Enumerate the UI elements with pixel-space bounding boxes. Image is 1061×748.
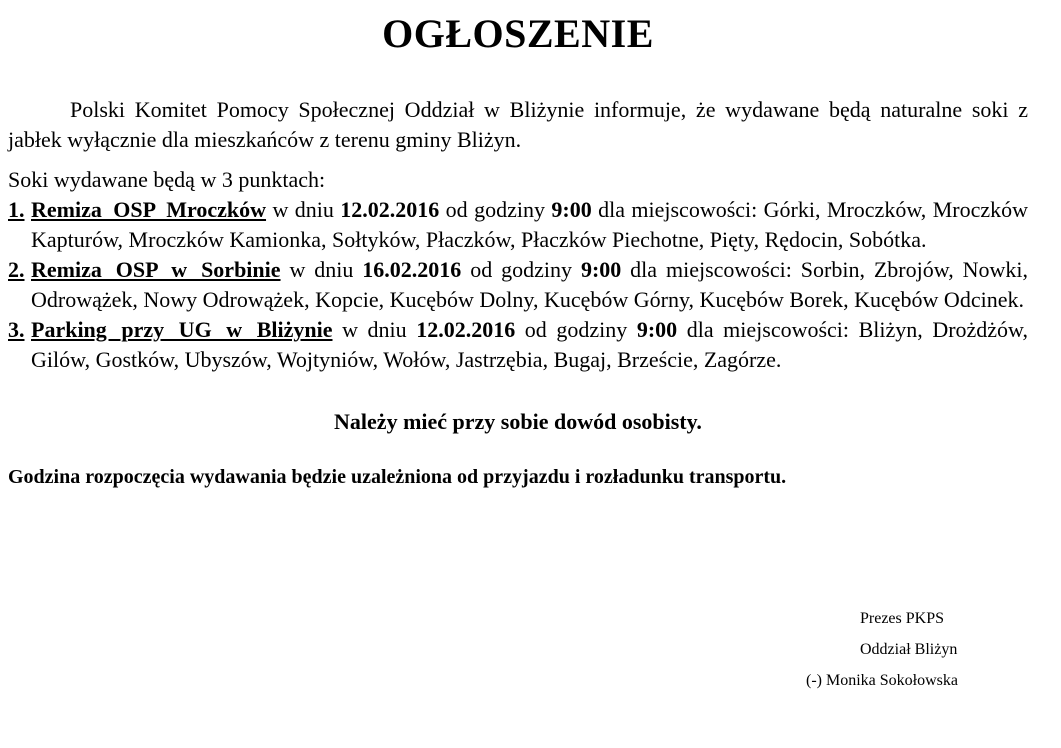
point-date: 16.02.2016 — [362, 257, 462, 282]
point-date: 12.02.2016 — [340, 197, 440, 222]
point-place: Remiza OSP w Sorbinie — [31, 257, 281, 282]
id-required-notice: Należy mieć przy sobie dowód osobisty. — [334, 409, 702, 434]
points-intro: Soki wydawane będą w 3 punktach: — [8, 167, 326, 192]
signature-block — [800, 603, 1000, 696]
intro-paragraph: Polski Komitet Pomocy Społecznej Oddział w Bliżynie informuje, że wydawane będą naturalne soki z jabłek wyłącznie dla mieszkańców z terenu gminy Bliżyn. — [8, 97, 1028, 152]
signature-name: (-) Monika Sokołowska — [806, 672, 958, 689]
point-number: 1. — [8, 197, 25, 222]
announcement-page — [8, 0, 1028, 491]
point-time: 9:00 — [551, 197, 592, 222]
signature-branch: Oddział Bliżyn — [860, 641, 958, 658]
point-time: 9:00 — [580, 257, 622, 282]
distribution-point-3 — [8, 315, 1028, 375]
point-day-text: w dniu — [332, 317, 417, 342]
distribution-point-2 — [8, 255, 1028, 315]
point-place: Parking przy UG w Bliżynie — [31, 317, 333, 342]
point-day-text: w dniu — [280, 257, 363, 282]
page-title: OGŁOSZENIE — [382, 11, 654, 56]
point-villages: dla miejscowości: Górki, Mroczków, Mroczków Kapturów, Mroczków Kamionka, Sołtyków, Płaczków, Płaczków Piechotne, Pięty, Rędocin, Sobótka. — [31, 197, 1028, 252]
distribution-point-1 — [8, 195, 1028, 255]
point-hour-text: od godziny — [515, 317, 637, 342]
point-villages: dla miejscowości: Sorbin, Zbrojów, Nowki, Odrowążek, Nowy Odrowążek, Kopcie, Kucębów Dolny, Kucębów Górny, Kucębów Borek, Kucębów Odcinek. — [31, 257, 1028, 312]
point-villages: dla miejscowości: Bliżyn, Drożdżów, Gilów, Gostków, Ubyszów, Wojtyniów, Wołów, Jastrzębia, Bugaj, Brzeście, Zagórze. — [31, 317, 1029, 372]
signature-title: Prezes PKPS — [860, 610, 945, 627]
point-hour-text: od godziny — [461, 257, 581, 282]
point-number: 2. — [8, 257, 25, 282]
point-day-text: w dniu — [266, 197, 341, 222]
point-date: 12.02.2016 — [416, 317, 516, 342]
start-time-note: Godzina rozpoczęcia wydawania będzie uzależniona od przyjazdu i rozładunku transportu. — [8, 466, 787, 488]
point-number: 3. — [8, 317, 25, 342]
point-hour-text: od godziny — [439, 197, 552, 222]
distribution-points-list — [8, 195, 1028, 375]
point-time: 9:00 — [636, 317, 678, 342]
point-place: Remiza OSP Mroczków — [31, 197, 267, 222]
